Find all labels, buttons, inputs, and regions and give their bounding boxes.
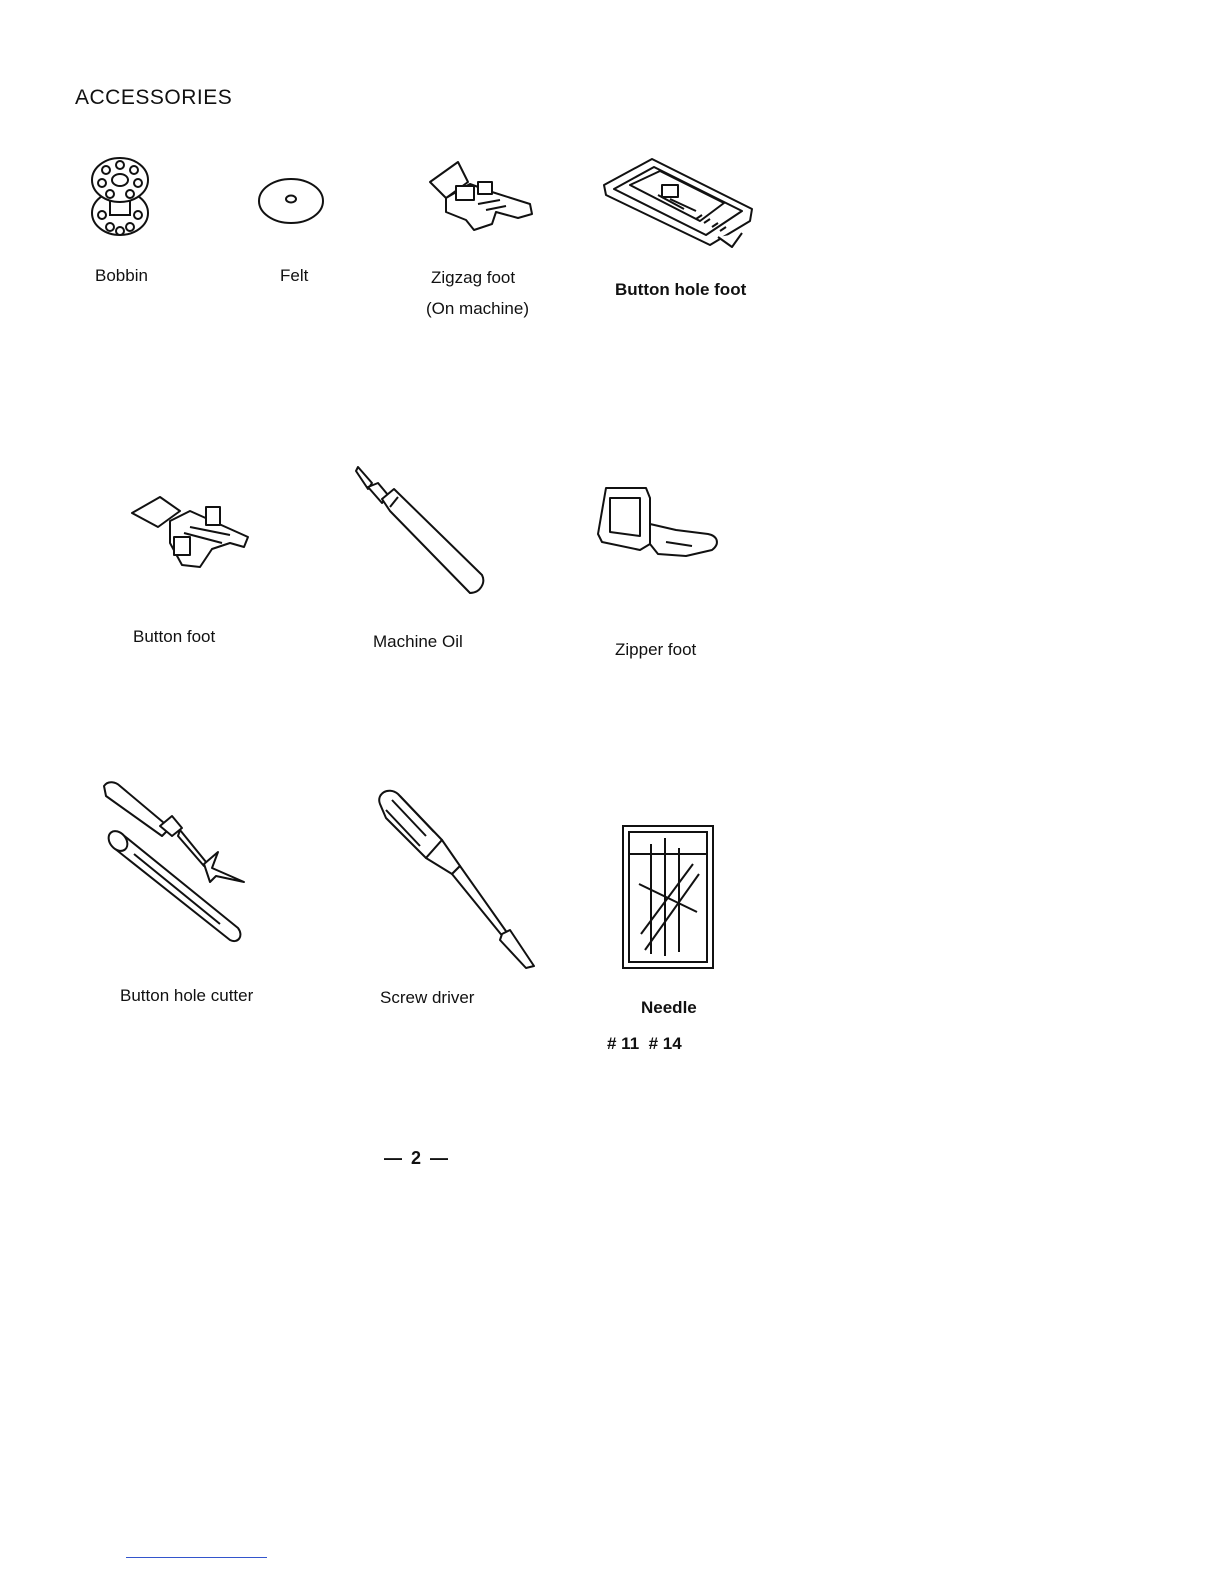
button-foot-label: Button foot	[133, 627, 216, 646]
page-number: — 2 —	[384, 1148, 451, 1168]
felt-icon	[256, 175, 326, 225]
bobbin-icon	[88, 155, 158, 245]
button-hole-foot-label: Button hole foot	[615, 280, 747, 299]
machine-oil-icon	[354, 463, 489, 603]
button-hole-foot-icon	[600, 155, 755, 250]
page-title: ACCESSORIES	[75, 86, 233, 109]
button-hole-cutter-icon	[100, 778, 250, 948]
screw-driver-label: Screw driver	[380, 988, 475, 1007]
felt-label: Felt	[280, 266, 309, 285]
button-foot-icon	[130, 493, 250, 573]
zigzag-foot-icon	[426, 158, 536, 238]
needle-icon	[621, 824, 715, 970]
machine-oil-label: Machine Oil	[373, 632, 463, 651]
button-hole-cutter-label: Button hole cutter	[120, 986, 254, 1005]
zigzag-foot-label: Zigzag foot	[431, 268, 516, 287]
zigzag-foot-sublabel: (On machine)	[426, 299, 529, 318]
screw-driver-icon	[376, 788, 541, 973]
footer-rule	[126, 1557, 267, 1558]
zipper-foot-icon	[596, 484, 721, 569]
needle-sizes: # 11 # 14	[607, 1034, 682, 1053]
bobbin-label: Bobbin	[95, 266, 148, 285]
zipper-foot-label: Zipper foot	[615, 640, 697, 659]
needle-label: Needle	[641, 998, 697, 1017]
